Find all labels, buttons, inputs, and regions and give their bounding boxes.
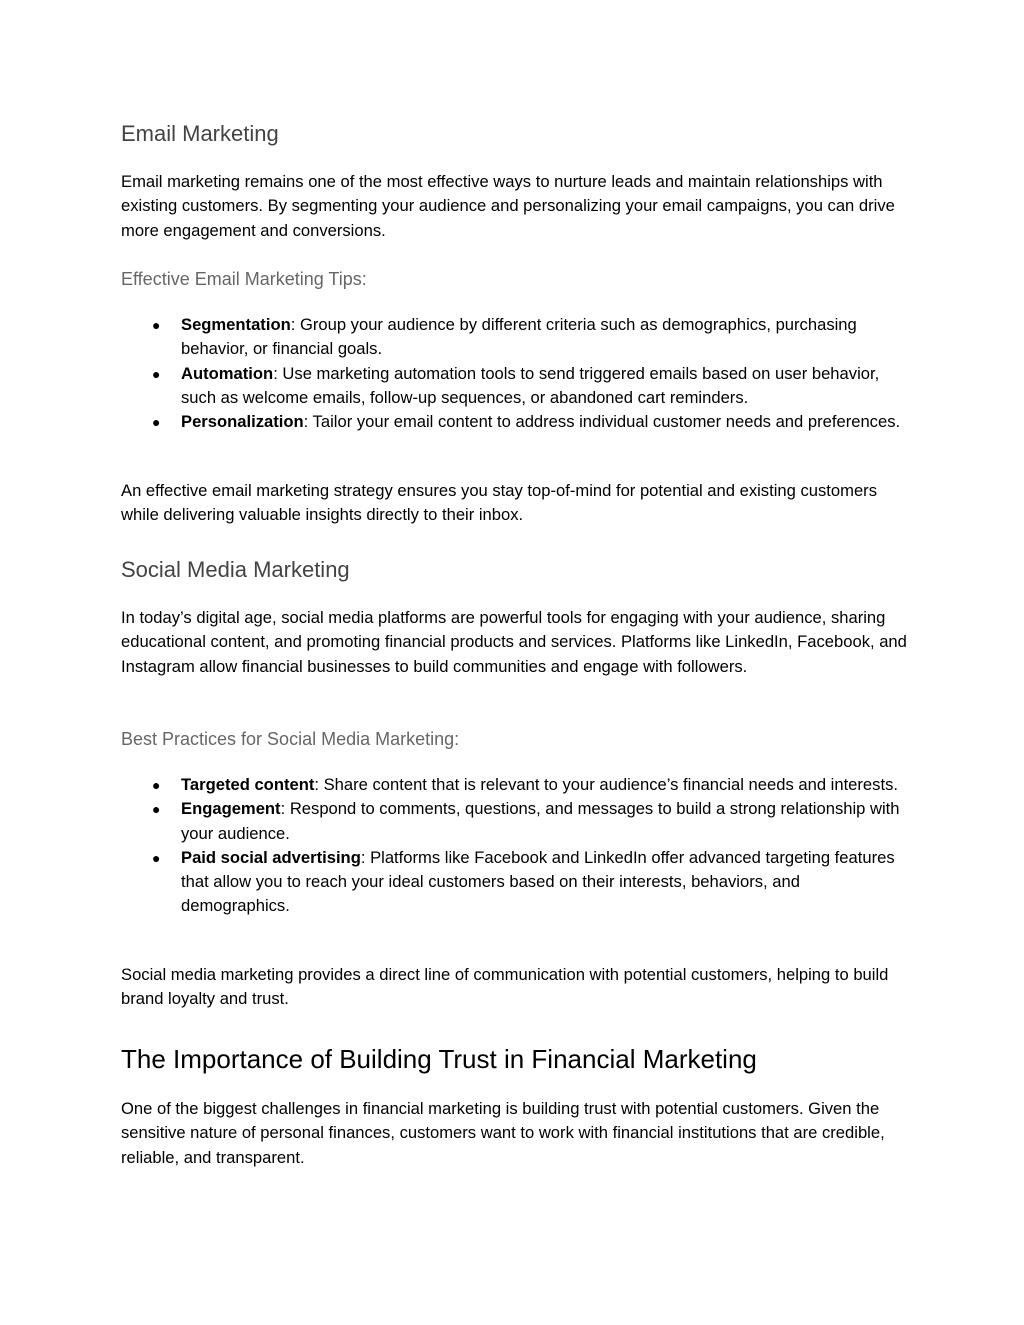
tip-term: Personalization	[181, 412, 304, 432]
list-item	[121, 797, 911, 846]
trust-intro: One of the biggest challenges in financial marketing is building trust with potential customers. Given the sensitive nature of personal finances, customers want to work with financial institutions that are credible, reliable, and transparent.	[121, 1099, 885, 1167]
practice-text: : Share content that is relevant to your audience’s financial needs and interests.	[314, 775, 898, 794]
social-practices-list	[121, 773, 911, 919]
bullet-icon: ●	[152, 317, 161, 333]
bullet-icon: ●	[152, 365, 161, 382]
list-item	[121, 362, 911, 411]
tip-term: Automation	[181, 363, 274, 383]
email-marketing-intro: Email marketing remains one of the most effective ways to nurture leads and maintain relationships with existing customers. By segmenting your audience and personalizing your email campaigns, you can drive more engagement and conversions.	[121, 172, 895, 240]
tip-text: : Tailor your email content to address individual customer needs and preferences.	[303, 412, 901, 432]
tip-text: : Group your audience by different criteria such as demographics, purchasing behavior, or financial goals.	[181, 315, 857, 359]
social-media-closing: Social media marketing provides a direct line of communication with potential customers, helping to build brand loyalty and trust.	[121, 965, 889, 1009]
list-item	[121, 846, 911, 919]
social-media-intro: In today’s digital age, social media platforms are powerful tools for engaging with your audience, sharing educational content, and promoting financial products and services. Platforms like LinkedIn, Facebook, and Instagram allow financial businesses to build communities and engage with followers.	[121, 608, 907, 676]
practice-text: : Respond to comments, questions, and messages to build a strong relationship with your audience.	[181, 799, 900, 843]
email-marketing-heading: Email Marketing	[121, 121, 279, 146]
tip-term: Segmentation	[181, 315, 291, 334]
bullet-icon: ●	[152, 777, 161, 793]
practice-text: : Platforms like Facebook and LinkedIn offer advanced targeting features that allow you to reach your ideal customers based on their interests, behaviors, and demographics.	[181, 847, 895, 916]
trust-heading: The Importance of Building Trust in Financial Marketing	[121, 1044, 757, 1074]
bullet-icon: ●	[152, 414, 161, 431]
list-item	[121, 773, 911, 797]
list-item	[121, 313, 911, 362]
social-practices-heading: Best Practices for Social Media Marketing:	[121, 729, 460, 749]
email-tips-list	[121, 313, 911, 434]
practice-term: Paid social advertising	[181, 847, 361, 867]
email-marketing-closing: An effective email marketing strategy ensures you stay top-of-mind for potential and existing customers while delivering valuable insights directly to their inbox.	[121, 481, 877, 525]
bullet-icon: ●	[152, 801, 161, 818]
social-media-heading: Social Media Marketing	[121, 557, 350, 582]
practice-term: Targeted content	[181, 775, 315, 794]
tip-text: : Use marketing automation tools to send triggered emails based on user behavior, such as welcome emails, follow-up sequences, or abandoned cart reminders.	[181, 363, 880, 407]
list-item	[121, 410, 911, 434]
email-tips-heading: Effective Email Marketing Tips:	[121, 269, 367, 289]
bullet-icon: ●	[152, 849, 161, 866]
practice-term: Engagement	[181, 799, 281, 819]
